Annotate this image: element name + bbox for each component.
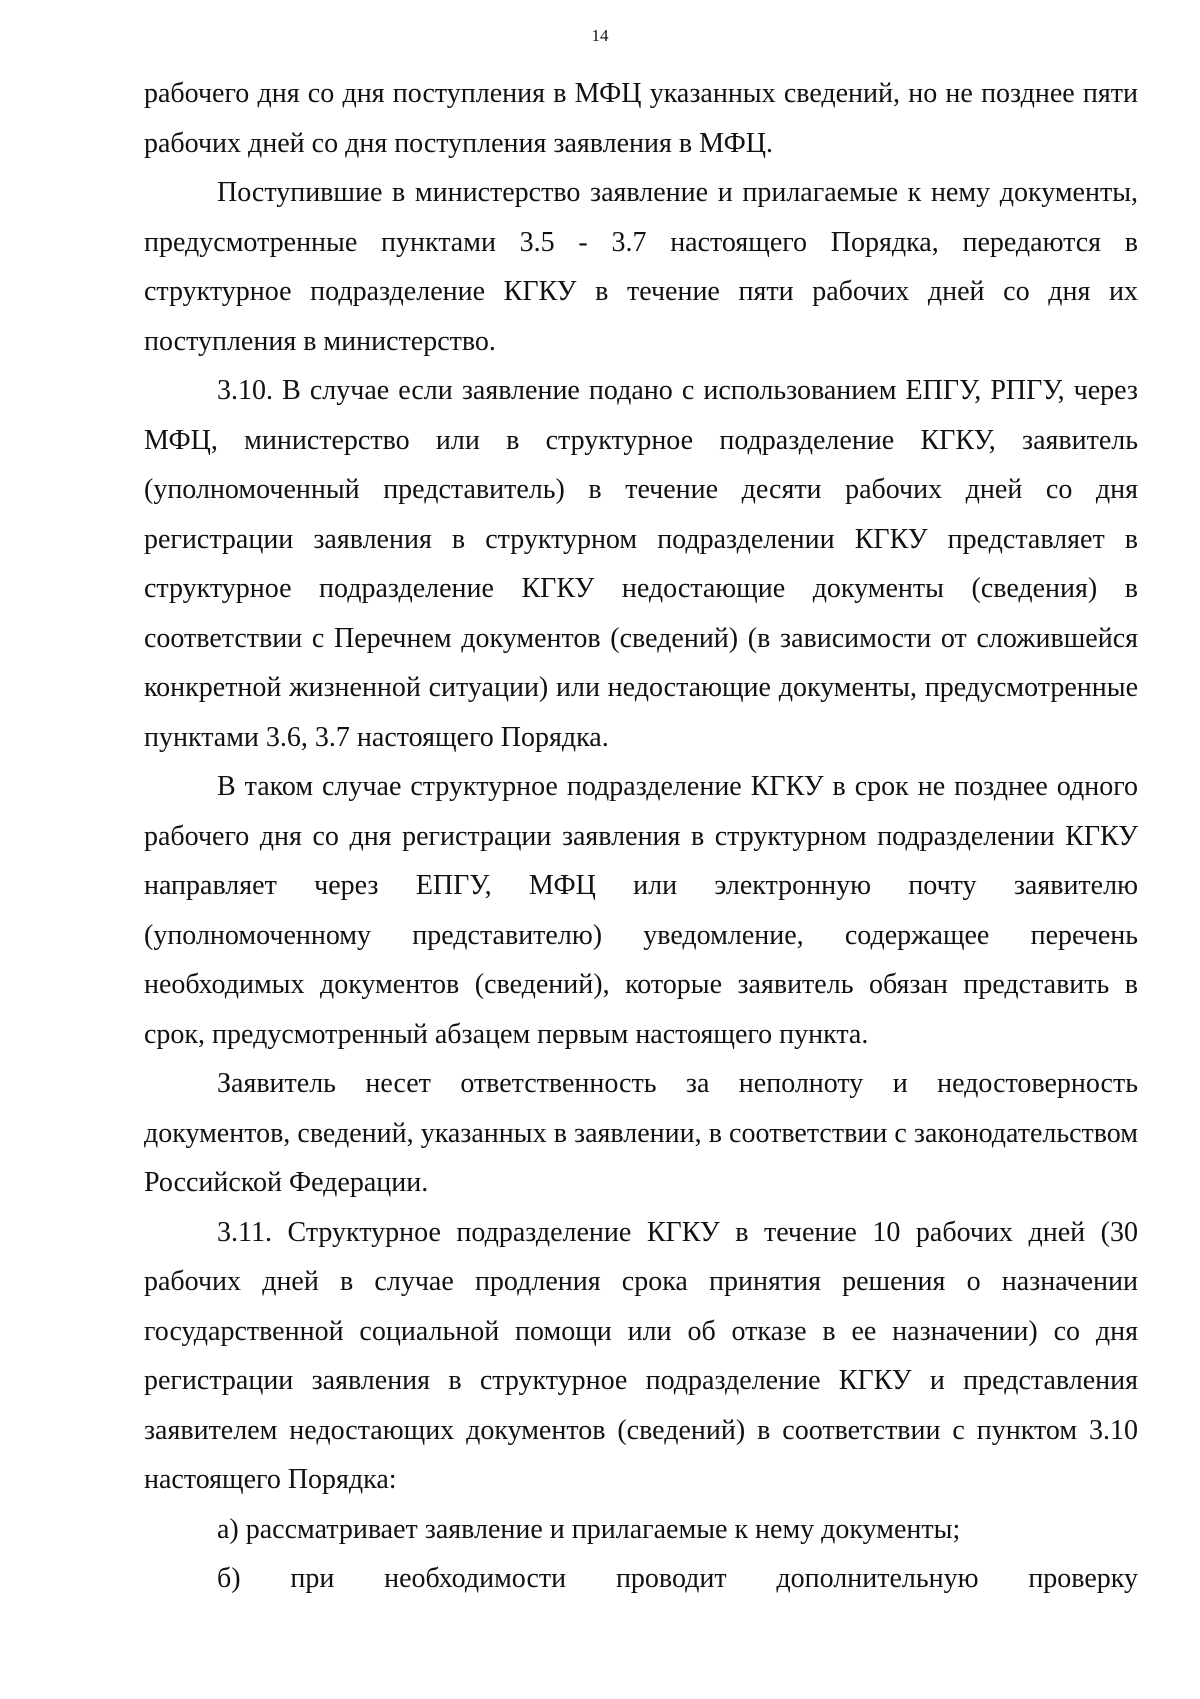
list-item-a: а) рассматривает заявление и прилагаемые к нему документы; [217, 1513, 961, 1545]
page-number: 14 [591, 26, 609, 45]
document-body [144, 69, 1138, 1604]
paragraph-3-11: 3.11. Структурное подразделение КГКУ в течение 10 рабочих дней (30 рабочих дней в случае продления срока принятия решения о назначении государственной социальной помощи или об отказе в ее назначении) со дня регистрации заявления в структурное подразделение КГКУ и представления заявителем недостающих документов (сведений) в соответствии с пунктом 3.10 настоящего Порядка: [144, 1216, 1138, 1495]
paragraph-notification: В таком случае структурное подразделение КГКУ в срок не позднее одного рабочего дня со дня регистрации заявления в структурном подразделении КГКУ направляет через ЕПГУ, МФЦ или электронную почту заявителю (уполномоченному представителю) уведомление, содержащее перечень необходимых документов (сведений), которые заявитель обязан представить в срок, предусмотренный абзацем первым настоящего пункта. [144, 771, 1138, 1050]
paragraph-3-10: 3.10. В случае если заявление подано с использованием ЕПГУ, РПГУ, через МФЦ, министерство или в структурное подразделение КГКУ, заявитель (уполномоченный представитель) в течение десяти рабочих дней со дня регистрации заявления в структурном подразделении КГКУ представляет в структурное подразделение КГКУ недостающие документы (сведения) в соответствии с Перечнем документов (сведений) (в зависимости от сложившейся конкретной жизненной ситуации) или недостающие документы, предусмотренные пунктами 3.6, 3.7 настоящего Порядка. [144, 375, 1138, 753]
paragraph-responsibility: Заявитель несет ответственность за неполноту и недостоверность документов, сведений, указанных в заявлении, в соответствии с законодательством Российской Федерации. [144, 1068, 1138, 1198]
list-item-b: б) при необходимости проводит дополнительную проверку [217, 1563, 1138, 1594]
paragraph-received-documents: Поступившие в министерство заявление и прилагаемые к нему документы, предусмотренные пунктами 3.5 - 3.7 настоящего Порядка, передаются в структурное подразделение КГКУ в течение пяти рабочих дней со дня их поступления в министерство. [144, 177, 1138, 357]
paragraph-continuation: рабочего дня со дня поступления в МФЦ указанных сведений, но не позднее пяти рабочих дней со дня поступления заявления в МФЦ. [144, 78, 1138, 159]
